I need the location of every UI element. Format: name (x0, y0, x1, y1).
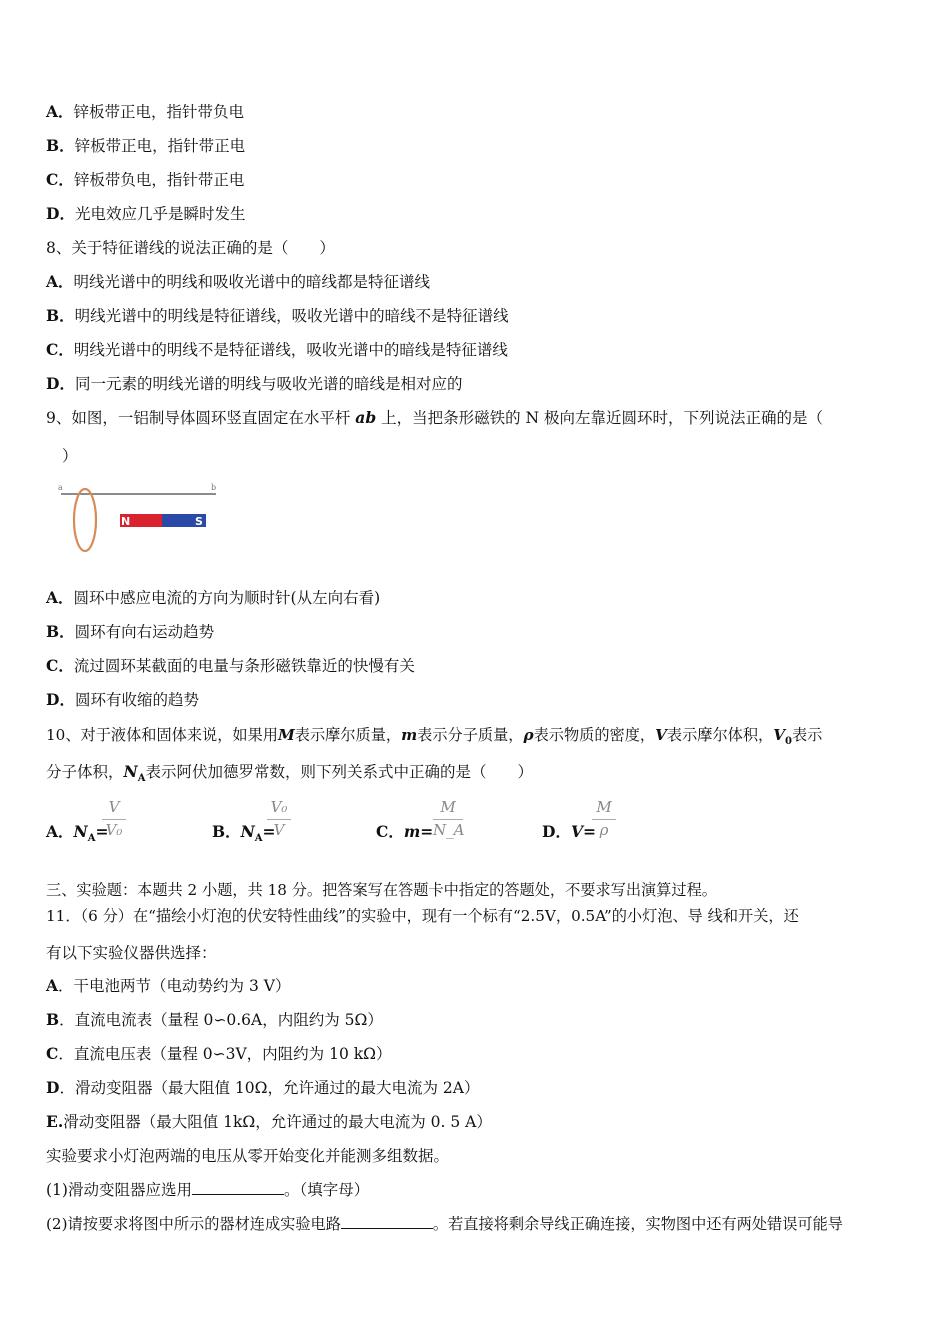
rod-label-a: a (58, 483, 63, 492)
fraction: V₀ V (267, 798, 291, 841)
q10-option-b: B．$N_A=$ V₀ V (212, 798, 332, 848)
q9-stem: 9、如图，一铝制导体圆环竖直固定在水平杆 ab 上，当把条形磁铁的 N 极向左靠近圆环时，下列说法正确的是（ (46, 408, 824, 427)
q11-option-d: D．滑动变阻器（最大阻值 10Ω，允许通过的最大电流为 2A） (46, 1078, 480, 1097)
answer-blank (192, 1180, 284, 1195)
q7-option-b: B．锌板带正电，指针带正电 (46, 136, 246, 155)
q11-option-a: A．干电池两节（电动势约为 3 V） (46, 976, 291, 995)
rod-label-b: b (211, 483, 217, 492)
magnet-s-label: S (195, 515, 203, 528)
q7-option-a: A．锌板带正电，指针带负电 (46, 102, 245, 121)
q9-figure (58, 480, 228, 556)
q11-option-c: C．直流电压表（量程 0∽3V，内阻约为 10 kΩ） (46, 1044, 392, 1063)
q10-option-d: D．V= M ρ (542, 798, 662, 848)
q11-sub1: (1)滑动变阻器应选用 。（填字母） (46, 1181, 370, 1199)
q10-option-a: A．$N_A=$ V V₀ (46, 798, 166, 848)
answer-blank (341, 1214, 433, 1229)
fraction: M ρ (592, 798, 616, 841)
q10-option-c: C．m= M N_A (376, 798, 465, 841)
q9-option-c: C．流过圆环某截面的电量与条形磁铁靠近的快慢有关 (46, 656, 415, 675)
q9-option-a: A．圆环中感应电流的方向为顺时针(从左向右看) (46, 588, 381, 607)
fraction: V V₀ (102, 798, 126, 841)
q10-stem-line2: 分子体积，$N_A$表示阿伏加德罗常数，则下列关系式中正确的是（ ） (46, 762, 533, 785)
section-3-heading: 三、实验题：本题共 2 小题，共 18 分。把答案写在答题卡中指定的答题处，不要求写出演算过程。 (46, 881, 717, 899)
q8-option-a: A．明线光谱中的明线和吸收光谱中的暗线都是特征谱线 (46, 272, 431, 291)
q11-option-e: E.滑动变阻器（最大阻值 1kΩ，允许通过的最大电流为 0. 5 A） (46, 1112, 492, 1131)
magnet-n-label: N (121, 515, 131, 528)
q11-sub2: (2)请按要求将图中所示的器材连成实验电路 。若直接将剩余导线正确连接，实物图中还有两处错误可能导 (46, 1215, 843, 1233)
q8-stem: 8、关于特征谱线的说法正确的是（ ） (46, 239, 335, 257)
q9-stem-close: ） (62, 447, 78, 465)
q7-option-c: C．锌板带负电，指针带正电 (46, 170, 245, 189)
q8-option-b: B．明线光谱中的明线是特征谱线，吸收光谱中的暗线不是特征谱线 (46, 306, 509, 325)
fraction: M N_A (433, 798, 465, 839)
q7-option-d: D．光电效应几乎是瞬时发生 (46, 204, 246, 223)
q11-requirement: 实验要求小灯泡两端的电压从零开始变化并能测多组数据。 (46, 1147, 450, 1165)
q8-option-d: D．同一元素的明线光谱的明线与吸收光谱的暗线是相对应的 (46, 374, 463, 393)
aluminum-ring (74, 489, 96, 551)
q9-option-b: B．圆环有向右运动趋势 (46, 622, 215, 641)
q11-stem-line1: 11．（6 分）在“描绘小灯泡的伏安特性曲线”的实验中，现有一个标有“2.5V，0.5A”的小灯泡、导 线和开关，还 (46, 907, 799, 925)
q8-option-c: C．明线光谱中的明线不是特征谱线，吸收光谱中的暗线是特征谱线 (46, 340, 508, 359)
q11-option-b: B．直流电流表（量程 0∽0.6A，内阻约为 5Ω） (46, 1010, 383, 1029)
q11-stem-line2: 有以下实验仪器供选择： (46, 944, 217, 962)
q10-stem-line1: 10、对于液体和固体来说，如果用M表示摩尔质量，m表示分子质量，ρ表示物质的密度，V表示摩尔体积，$V_0$表示 (46, 726, 823, 748)
q9-option-d: D．圆环有收缩的趋势 (46, 690, 199, 709)
